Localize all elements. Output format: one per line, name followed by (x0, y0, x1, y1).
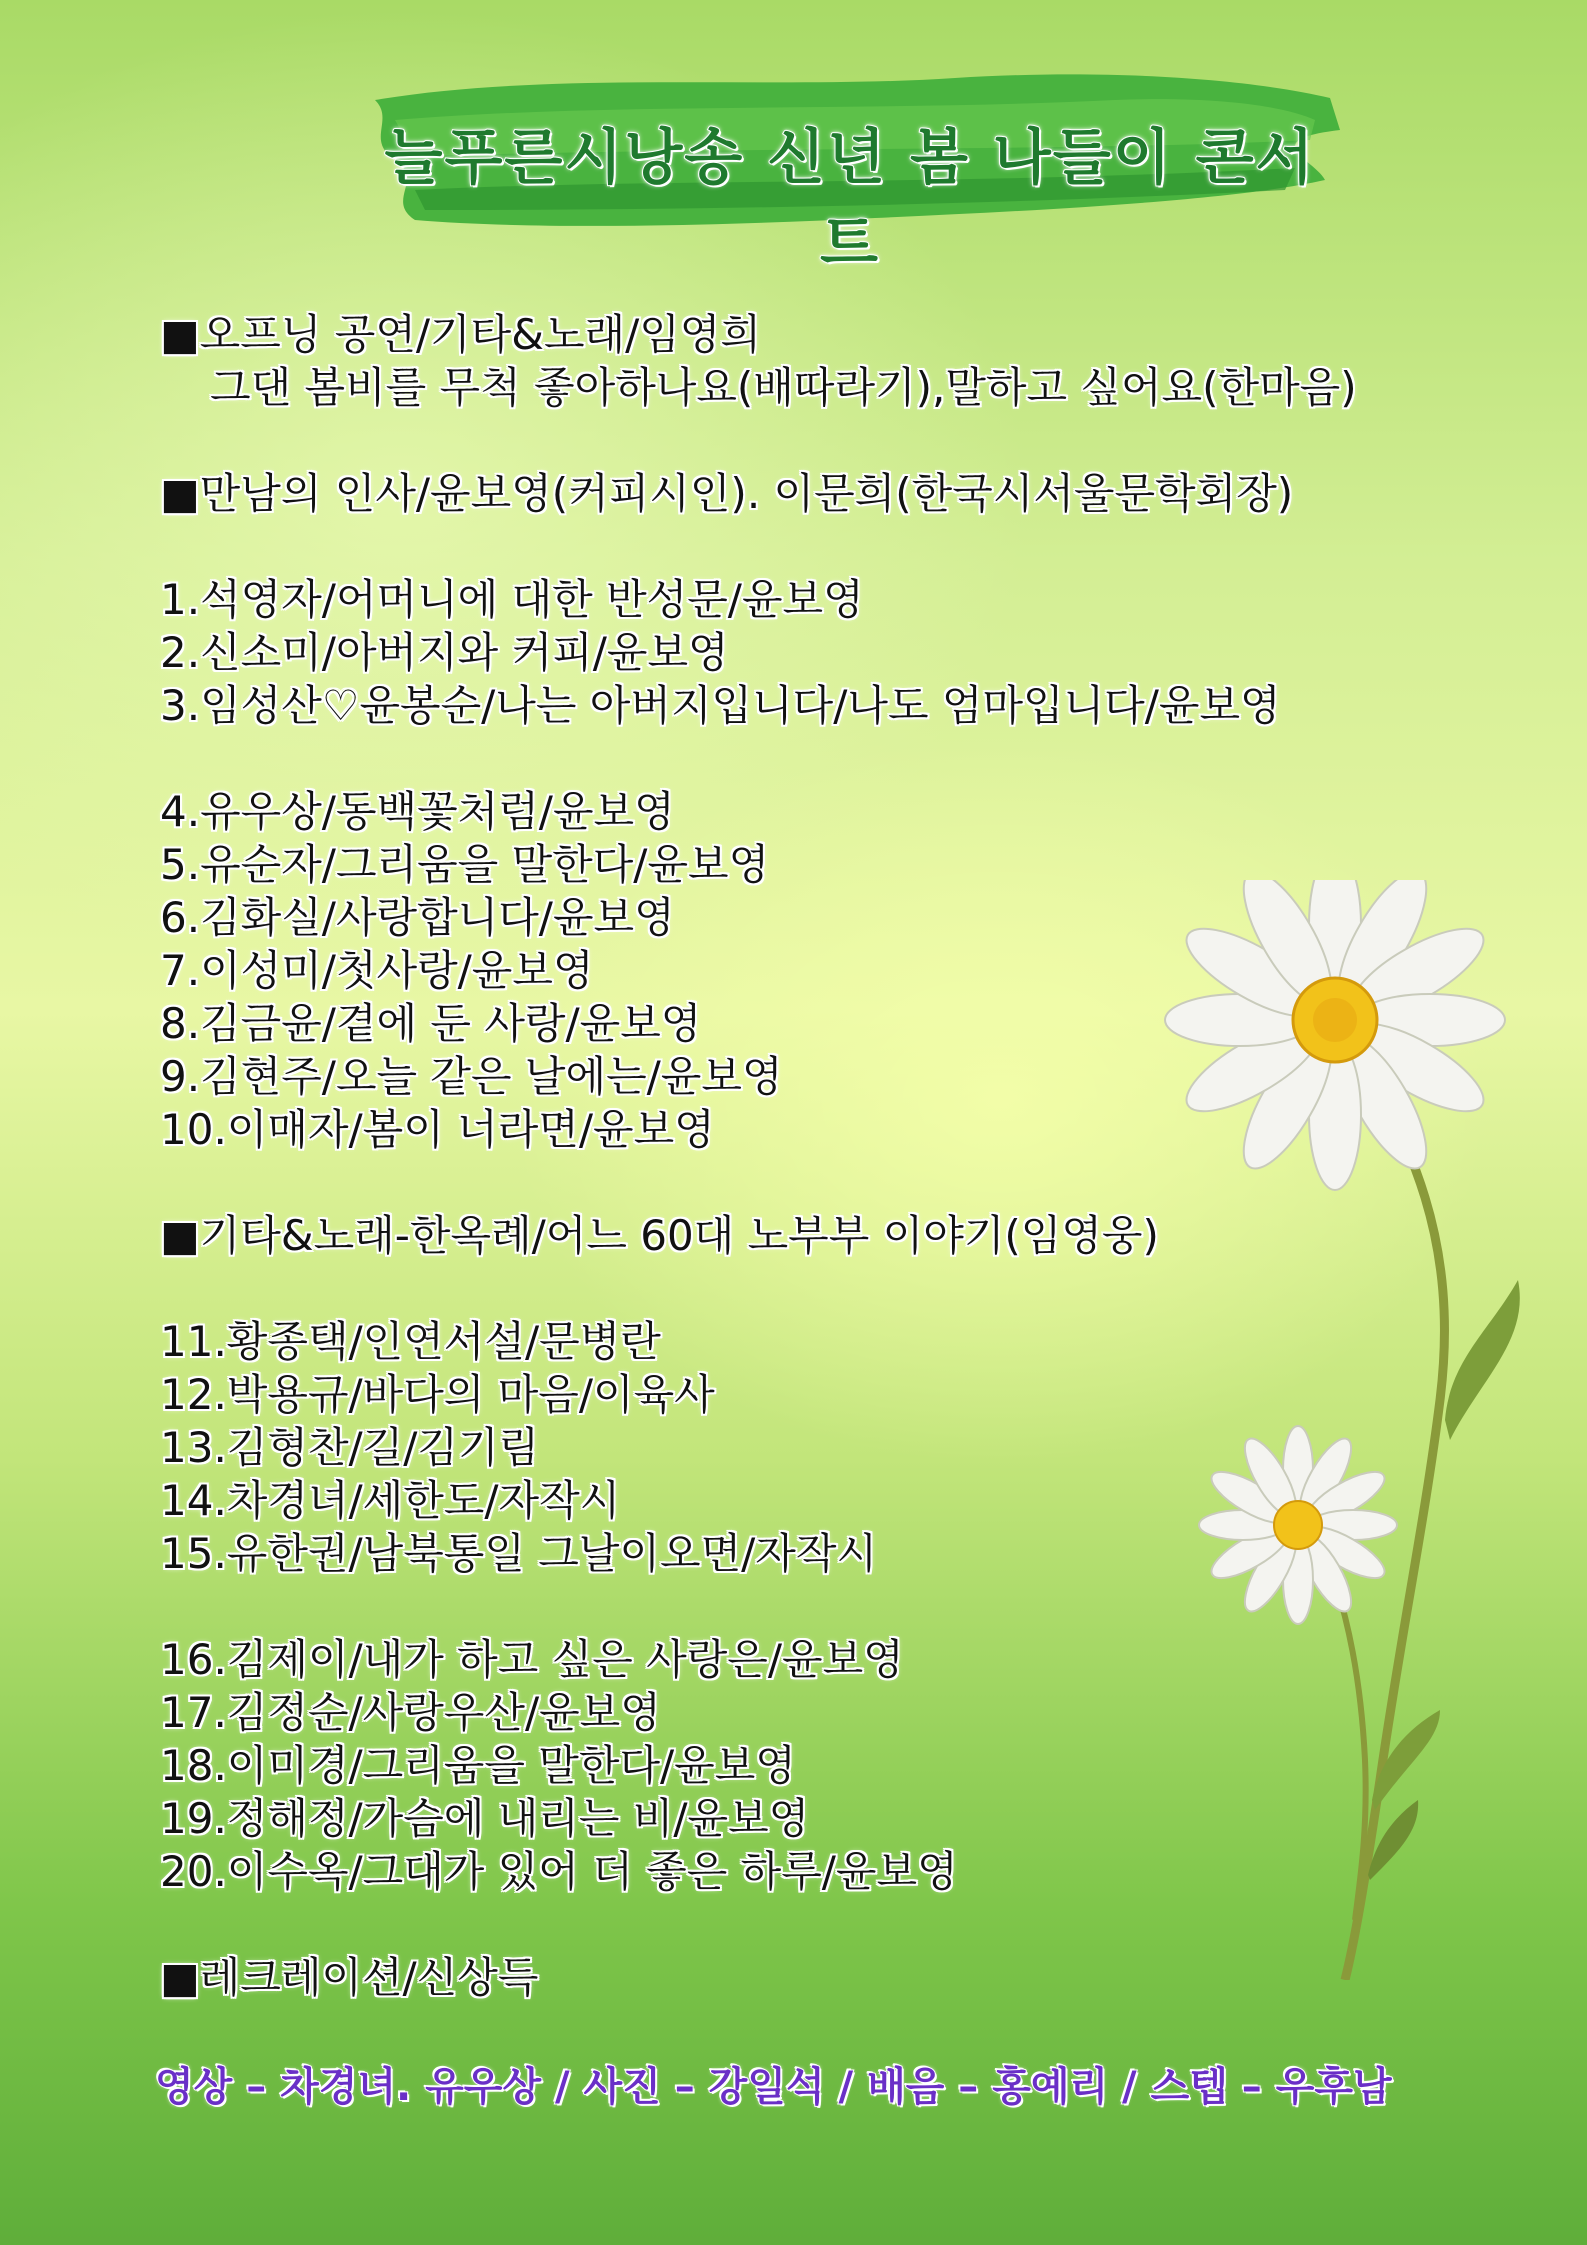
daisy-small-icon (1199, 1426, 1397, 1624)
spacer (160, 520, 1460, 573)
program-item: 8.김금윤/곁에 둔 사랑/윤보영 (160, 999, 702, 1048)
spacer (160, 414, 1460, 467)
credits-footer: 영상 – 차경녀. 유우상 / 사진 – 강일석 / 배음 – 홍예리 / 스텝 – 우후남 (155, 2064, 1392, 2110)
program-item: 9.김현주/오늘 같은 날에는/윤보영 (160, 1052, 783, 1101)
section-opening: ■오프닝 공연/기타&노래/임영희 (160, 310, 761, 359)
program-item: 3.임성산♡윤봉순/나는 아버지입니다/나도 엄마입니다/윤보영 (160, 681, 1281, 730)
program-item: 17.김정순/사랑우산/윤보영 (160, 1688, 661, 1737)
program-item: 6.김화실/사랑합니다/윤보영 (160, 893, 675, 942)
program-item: 12.박용규/바다의 마음/이육사 (160, 1370, 715, 1419)
program-item: 4.유우상/동백꽃처럼/윤보영 (160, 787, 675, 836)
spacer (160, 732, 1460, 785)
program-item: 13.김형찬/길/김기림 (160, 1423, 540, 1472)
program-item: 19.정해정/가슴에 내리는 비/윤보영 (160, 1794, 810, 1843)
page-title: 늘푸른시낭송 신년 봄 나들이 콘서트 (384, 123, 1316, 279)
program-item: 7.이성미/첫사랑/윤보영 (160, 946, 594, 995)
program-item: 16.김제이/내가 하고 싶은 사랑은/윤보영 (160, 1635, 904, 1684)
program-item: 5.유순자/그리움을 말한다/윤보영 (160, 840, 770, 889)
program-item: 18.이미경/그리움을 말한다/윤보영 (160, 1741, 796, 1790)
program-item: 20.이수옥/그대가 있어 더 좋은 하루/윤보영 (160, 1847, 958, 1896)
program-item: 1.석영자/어머니에 대한 반성문/윤보영 (160, 575, 864, 624)
program-item: 15.유한권/남북통일 그날이오면/자작시 (160, 1529, 878, 1578)
daisy-large-icon (1165, 880, 1505, 1190)
section-guitar: ■기타&노래-한옥례/어느 60대 노부부 이야기(임영웅) (160, 1211, 1159, 1260)
section-greeting: ■만남의 인사/윤보영(커피시인). 이문희(한국시서울문학회장) (160, 469, 1294, 518)
opening-songs: 그댄 봄비를 무척 좋아하나요(배따라기),말하고 싶어요(한마음) (210, 363, 1357, 412)
program-item: 11.황종택/인연서설/문병란 (160, 1317, 661, 1366)
section-recreation: ■레크레이션/신상득 (160, 1953, 539, 2002)
program-item: 2.신소미/아버지와 커피/윤보영 (160, 628, 729, 677)
program-item: 14.차경녀/세한도/자작시 (160, 1476, 621, 1525)
program-item: 10.이매자/봄이 너라면/윤보영 (160, 1105, 715, 1154)
daisy-illustration (1150, 880, 1587, 1980)
